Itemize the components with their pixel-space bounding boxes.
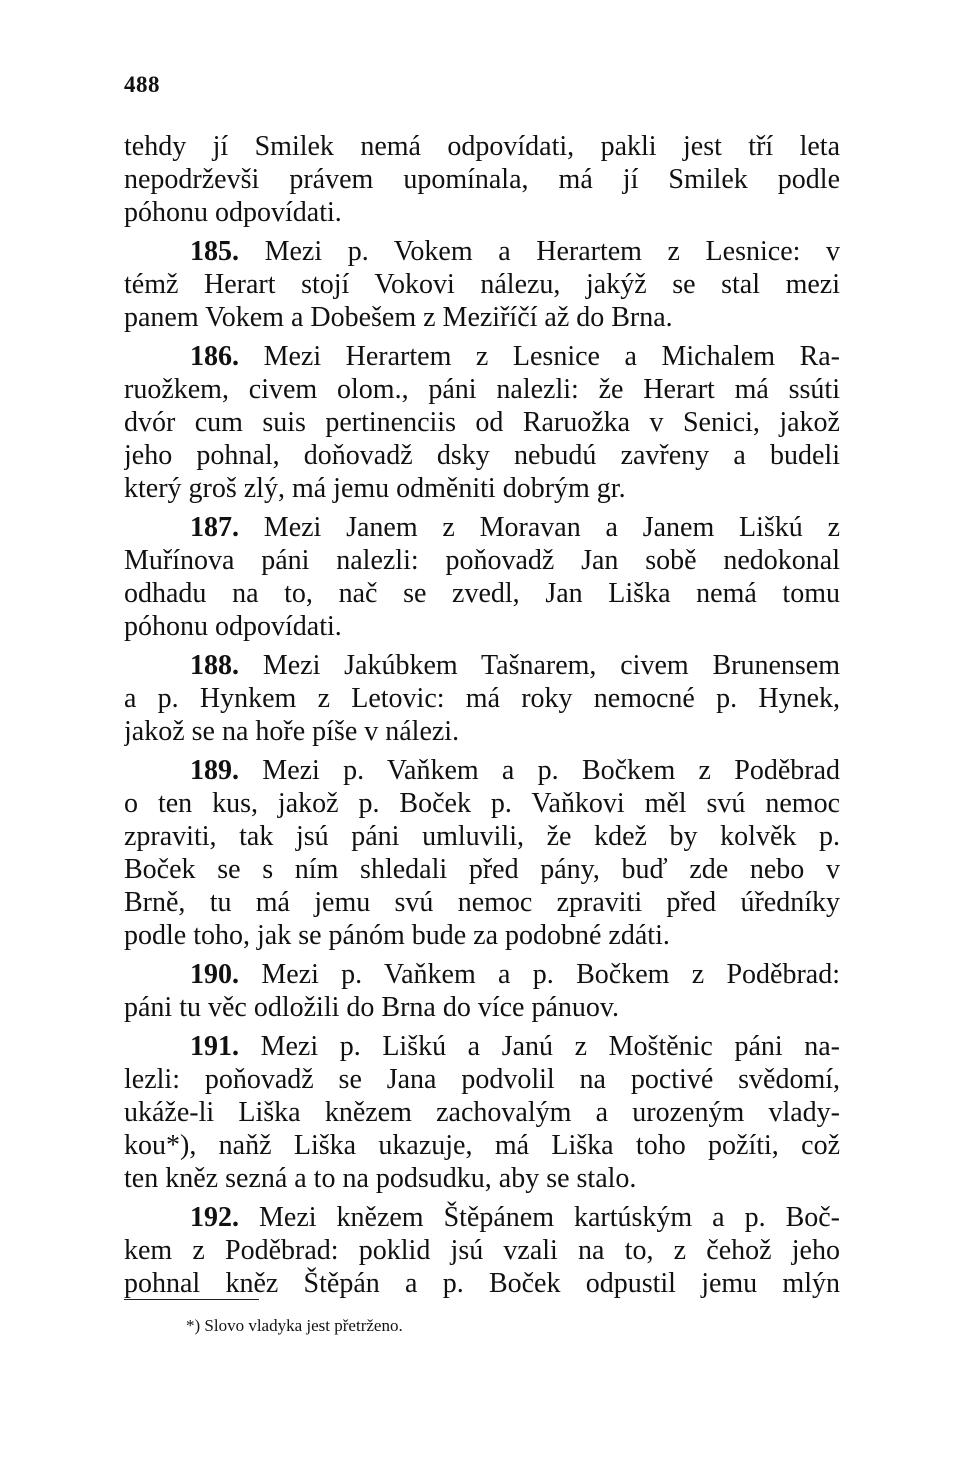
page-number: 488 [124, 72, 160, 97]
line-text: Mezi Herartem z Lesnice a Michalem Ra- [263, 341, 840, 372]
text-line: Brně, tu má jemu svú nemoc zpraviti před úředníky [124, 887, 840, 918]
paragraph-number: 189. [190, 755, 239, 786]
text-line [124, 649, 840, 682]
paragraph-186 [124, 340, 840, 505]
footnote: *) Slovo vladyka jest přetrženo. [186, 1316, 403, 1335]
text-line [124, 235, 840, 268]
paragraph-190 [124, 958, 840, 1024]
text-line [124, 1030, 840, 1063]
text-line [124, 1201, 840, 1234]
text-line: témž Herart stojí Vokovi nálezu, jakýž se stal mezi [124, 269, 840, 300]
text-line: ruožkem, civem olom., páni nalezli: že Herart má ssúti [124, 374, 840, 405]
footnote-divider [124, 1299, 259, 1300]
text-line: ukáže-li Liška knězem zachovalým a urozeným vlady- [124, 1097, 840, 1128]
paragraph-185 [124, 235, 840, 334]
text-line [124, 754, 840, 787]
text-line: který groš zlý, má jemu odměniti dobrým gr. [124, 473, 626, 504]
text-line: tehdy jí Smilek nemá odpovídati, pakli jest tří leta [124, 131, 840, 162]
paragraph-number: 190. [190, 959, 239, 990]
body-text [124, 130, 840, 1300]
text-line: póhonu odpovídati. [124, 197, 342, 228]
text-line: zpraviti, tak jsú páni umluvili, že kdež by kolvěk p. [124, 821, 840, 852]
line-text: Mezi p. Vaňkem a p. Bočkem z Poděbrad: [261, 959, 840, 990]
text-line: podle toho, jak se pánóm bude za podobné zdáti. [124, 920, 670, 951]
paragraph-number: 185. [190, 236, 239, 267]
paragraph-191 [124, 1030, 840, 1195]
text-line: pohnal kněz Štěpán a p. Boček odpustil jemu mlýn [124, 1268, 840, 1299]
line-text: Mezi p. Liškú a Janú z Moštěnic páni na- [260, 1031, 840, 1062]
line-text: Mezi p. Vaňkem a p. Bočkem z Poděbrad [262, 755, 840, 786]
text-line: nepodrževši právem upomínala, má jí Smilek podle [124, 164, 840, 195]
text-line [124, 958, 840, 991]
paragraph-number: 191. [190, 1031, 239, 1062]
text-line: jeho pohnal, doňovadž dsky nebudú zavřeny a budeli [124, 440, 840, 471]
paragraph-188 [124, 649, 840, 748]
paragraph-number: 188. [190, 650, 239, 681]
paragraph-number: 186. [190, 341, 239, 372]
line-text: Mezi Janem z Moravan a Janem Liškú z [263, 512, 840, 543]
text-line: Muřínova páni nalezli: poňovadž Jan sobě nedokonal [124, 545, 840, 576]
paragraph-number: 192. [190, 1202, 239, 1233]
text-line: a p. Hynkem z Letovic: má roky nemocné p. Hynek, [124, 683, 840, 714]
text-line [124, 511, 840, 544]
text-line: kou*), naňž Liška ukazuje, má Liška toho požíti, což [124, 1130, 840, 1161]
text-line: odhadu na to, nač se zvedl, Jan Liška nemá tomu [124, 578, 840, 609]
text-line: kem z Poděbrad: poklid jsú vzali na to, z čehož jeho [124, 1235, 840, 1266]
paragraph [124, 130, 840, 229]
text-line: lezli: poňovadž se Jana podvolil na poctivé svědomí, [124, 1064, 840, 1095]
text-line [124, 340, 840, 373]
paragraph-number: 187. [190, 512, 239, 543]
text-line: o ten kus, jakož p. Boček p. Vaňkovi měl svú nemoc [124, 788, 840, 819]
paragraph-189 [124, 754, 840, 952]
text-line: panem Vokem a Dobešem z Meziříčí až do Brna. [124, 302, 673, 333]
paragraph-187 [124, 511, 840, 643]
line-text: Mezi knězem Štěpánem kartúským a p. Boč- [259, 1202, 840, 1233]
text-line: páni tu věc odložili do Brna do více pánuov. [124, 992, 620, 1023]
line-text: Mezi p. Vokem a Herartem z Lesnice: v [264, 236, 840, 267]
text-line: póhonu odpovídati. [124, 611, 342, 642]
text-line: dvór cum suis pertinenciis od Raruožka v Senici, jakož [124, 407, 840, 438]
line-text: Mezi Jakúbkem Tašnarem, civem Brunensem [262, 650, 840, 681]
text-line: jakož se na hoře píše v nálezi. [124, 716, 460, 747]
paragraph-192 [124, 1201, 840, 1300]
text-line: ten kněz sezná a to na podsudku, aby se stalo. [124, 1163, 637, 1194]
text-line: Boček se s ním shledali před pány, buď zde nebo v [124, 854, 840, 885]
